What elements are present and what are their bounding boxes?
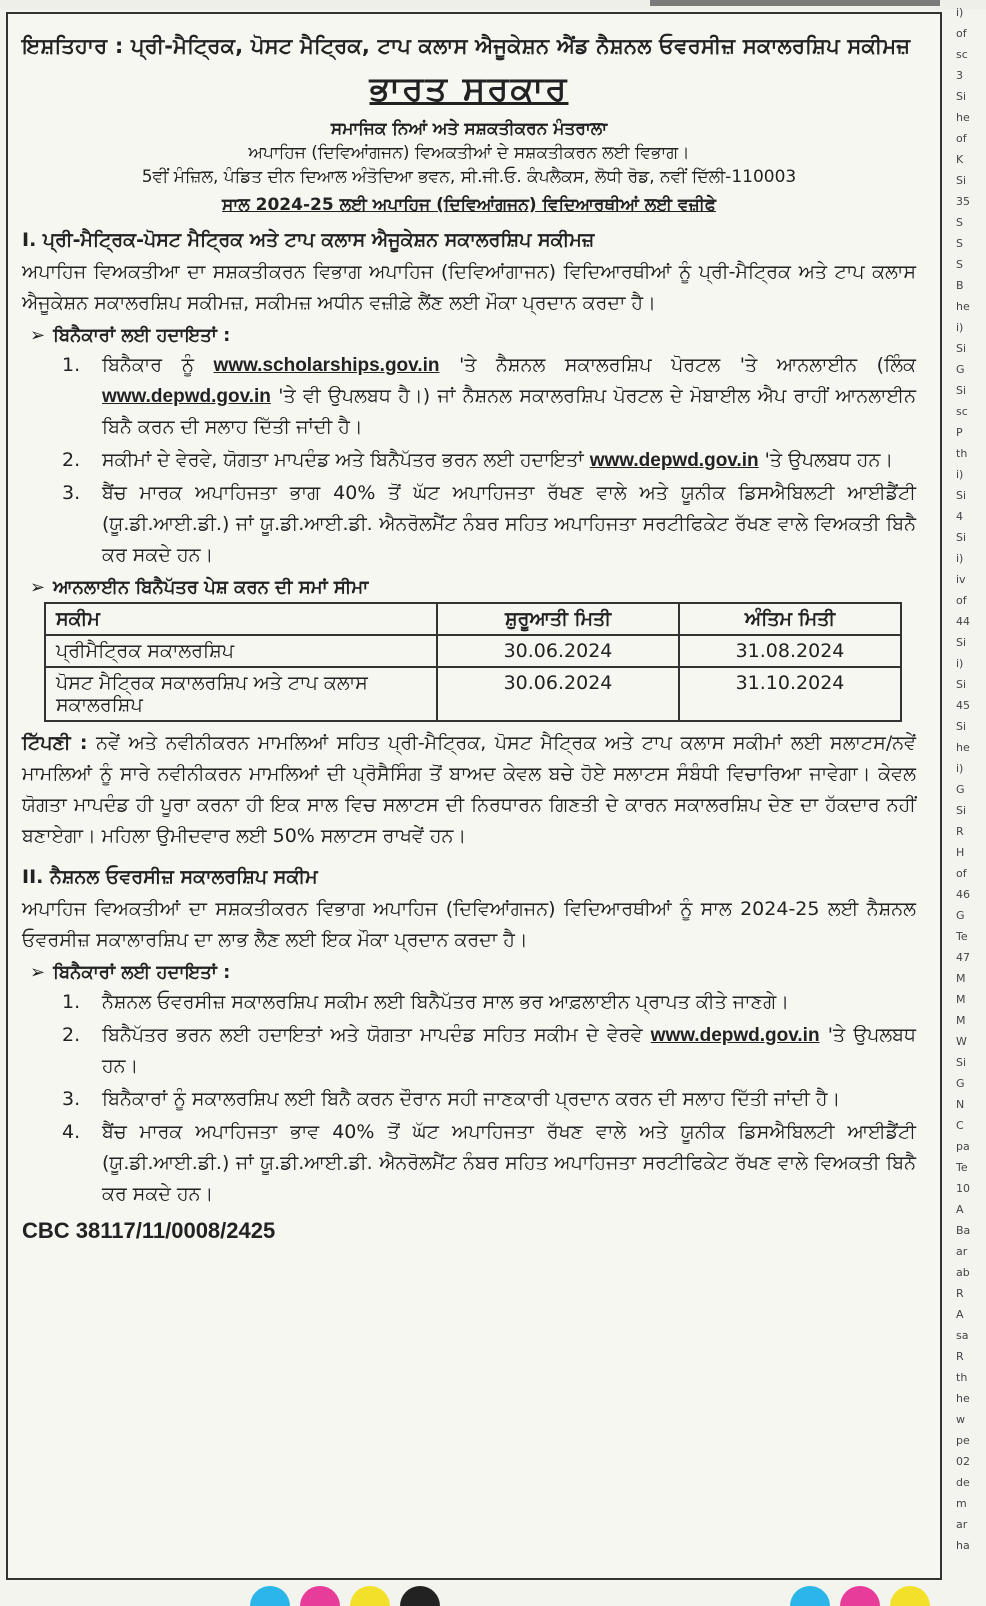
column-fragment: of (956, 27, 967, 40)
section1-intro: ਅਪਾਹਿਜ ਵਿਅਕਤੀਆ ਦਾ ਸਸ਼ਕਤੀਕਰਨ ਵਿਭਾਗ ਅਪਾਹਿਜ (ਦਿਵਿਆਂਗਾਜਨ) ਵਿਦਿਆਰਥੀਆਂ ਨੂੰ ਪ੍ਰੀ-ਮੈਟ੍ਰਿਕ ਅਤੇ ਟਾਪ ਕਲਾਸ ਐਜੂਕੇਸ਼ਨ ਸਕਾਲਰਸ਼ਿਪ ਸਕੀਮਜ਼, ਸਕੀਮਜ਼ ਅਧੀਨ ਵਜ਼ੀਫ਼ੇ ਲੈਂਣ ਲਈ ਮੌਕਾ ਪ੍ਰਦਾਨ ਕਰਦਾ ਹੈ। (22, 261, 916, 314)
column-fragment: Si (956, 720, 967, 733)
column-fragment: N (956, 1098, 965, 1111)
item-number: 1. (62, 354, 81, 376)
list-item (22, 1117, 916, 1210)
column-fragment: W (956, 1035, 967, 1048)
column-header: ਸ਼ੁਰੂਆਤੀ ਮਿਤੀ (437, 603, 679, 635)
section1-title: I. ਪ੍ਰੀ-ਮੈਟ੍ਰਿਕ-ਪੋਸਟ ਮੈਟ੍ਰਿਕ ਅਤੇ ਟਾਪ ਕਲਾਸ ਐਜੂਕੇਸ਼ਨ ਸਕਾਲਰਸ਼ਿਪ ਸਕੀਮਜ਼ (22, 229, 595, 251)
section2-intro: ਅਪਾਹਿਜ ਵਿਅਕਤੀਆਂ ਦਾ ਸਸ਼ਕਤੀਕਰਨ ਵਿਭਾਗ ਅਪਾਹਿਜ (ਦਿਵਿਆਂਗਜਨ) ਵਿਦਿਆਰਥੀਆਂ ਨੂੰ ਸਾਲ 2024-25 ਲਈ ਨੈਸ਼ਨਲ ਓਵਰਸੀਜ਼ ਸਕਾਲਾਰਸ਼ਿਪ ਦਾ ਲਾਭ ਲੈਣ ਲਈ ਇਕ ਮੌਕਾ ਪ੍ਰਦਾਨ ਕਰਦਾ ਹੈ। (22, 898, 916, 951)
column-fragment: M (956, 1014, 966, 1027)
list-item (22, 478, 916, 571)
top-edge-print-bar (650, 0, 940, 6)
item-text: ਸਕੀਮਾਂ ਦੇ ਵੇਰਵੇ, ਯੋਗਤਾ ਮਾਪਦੰਡ ਅਤੇ ਬਿਨੈਪੱਤਰ ਭਰਨ ਲਈ ਹਦਾਇਤਾਂ www.depwd.gov.in 'ਤੇ ਉਪਲਬਧ ਹਨ। (102, 449, 894, 471)
item-number: 3. (62, 482, 81, 504)
column-fragment: ar (956, 1245, 968, 1258)
list-item (22, 350, 916, 443)
table-cell: 30.06.2024 (437, 667, 679, 721)
column-fragment: he (956, 741, 970, 754)
column-fragment: pe (956, 1434, 970, 1447)
column-fragment: R (956, 825, 964, 838)
note-label: ਟਿੱਪਣੀ : (22, 732, 88, 754)
column-fragment: C (956, 1119, 964, 1132)
column-fragment: G (956, 783, 965, 796)
item-number: 2. (62, 1024, 81, 1046)
column-fragment: Ba (956, 1224, 971, 1237)
column-fragment: Si (956, 174, 967, 187)
column-header: ਅੰਤਿਮ ਮਿਤੀ (679, 603, 901, 635)
item-text: ਬੈਂਚ ਮਾਰਕ ਅਪਾਹਿਜਤਾ ਭਾਗ 40% ਤੋਂ ਘੱਟ ਅਪਾਹਿਜਤਾ ਰੱਖਣ ਵਾਲੇ ਅਤੇ ਯੂਨੀਕ ਡਿਸਐਬਿਲਟੀ ਆਈਡੈਂਟੀ (ਯੂ.ਡੀ.ਆਈ.ਡੀ.) ਜਾਂ ਯੂ.ਡੀ.ਆਈ.ਡੀ. ਐਨਰੋਲਮੈਂਟ ਨੰਬਰ ਸਹਿਤ ਅਪਾਹਿਜਤਾ ਸਰਟੀਫਿਕੇਟ ਰੱਖਣ ਵਾਲੇ ਵਿਅਕਤੀ ਬਿਨੈ ਕਰ ਸਕਦੇ ਹਨ। (102, 482, 916, 566)
column-fragment: de (956, 1476, 970, 1489)
arrow-icon: ➢ (30, 325, 46, 346)
column-fragment: i) (956, 657, 964, 670)
table-row (45, 635, 901, 667)
column-fragment: 4 (956, 510, 963, 523)
column-fragment: 35 (956, 195, 970, 208)
magenta-mark (840, 1586, 880, 1606)
timeline-heading (30, 577, 916, 598)
column-fragment: R (956, 1287, 964, 1300)
cbc-code: CBC 38117/11/0008/2425 (22, 1218, 276, 1243)
column-fragment: he (956, 1392, 970, 1405)
column-fragment: M (956, 993, 966, 1006)
column-fragment: Si (956, 90, 967, 103)
table-cell: 30.06.2024 (437, 635, 679, 667)
column-fragment: G (956, 909, 965, 922)
column-fragment: S (956, 258, 963, 271)
yellow-mark (350, 1586, 390, 1606)
item-number: 2. (62, 449, 81, 471)
government-title: ਭਾਰਤ ਸਰਕਾਰ (369, 69, 569, 109)
column-fragment: sc (956, 405, 968, 418)
advertisement-box (6, 12, 942, 1580)
column-fragment: 10 (956, 1182, 970, 1195)
depwd-link[interactable]: www.depwd.gov.in (102, 386, 271, 407)
ministry-name: ਸਮਾਜਿਕ ਨਿਆਂ ਅਤੇ ਸਸ਼ਕਤੀਕਰਨ ਮੰਤਰਾਲਾ (330, 119, 608, 139)
item-number: 1. (62, 991, 81, 1013)
schedule-table (44, 602, 902, 722)
section1-instructions-list (22, 350, 916, 571)
cyan-mark (250, 1586, 290, 1606)
column-fragment: 46 (956, 888, 970, 901)
black-mark (400, 1586, 440, 1606)
column-fragment: A (956, 1308, 964, 1321)
column-fragment: i) (956, 762, 964, 775)
column-fragment: 45 (956, 699, 970, 712)
column-fragment: K (956, 153, 964, 166)
arrow-icon: ➢ (30, 962, 46, 983)
column-fragment: ha (956, 1539, 970, 1552)
section2-instructions-list (22, 987, 916, 1210)
list-item (22, 445, 916, 476)
column-fragment: M (956, 972, 966, 985)
column-fragment: ar (956, 1518, 968, 1531)
column-fragment: sc (956, 48, 968, 61)
yellow-mark (890, 1586, 930, 1606)
column-fragment: sa (956, 1329, 969, 1342)
list-item (22, 987, 916, 1018)
section2-title: II. ਨੈਸ਼ਨਲ ਓਵਰਸੀਜ਼ ਸਕਾਲਰਸ਼ਿਪ ਸਕੀਮ (22, 866, 318, 888)
column-fragment: R (956, 1350, 964, 1363)
item-text: ਬਿਨੈਪੱਤਰ ਭਰਨ ਲਈ ਹਦਾਇਤਾਂ ਅਤੇ ਯੋਗਤਾ ਮਾਪਦੰਡ ਸਹਿਤ ਸਕੀਮ ਦੇ ਵੇਰਵੇ www.depwd.gov.in 'ਤੇ ਉਪਲਬਧ ਹਨ। (102, 1024, 916, 1077)
item-text: ਬਿਨੈਕਾਰ ਨੂੰ www.scholarships.gov.in 'ਤੇ ਨੈਸ਼ਨਲ ਸਕਾਲਰਸ਼ਿਪ ਪੋਰਟਲ 'ਤੇ ਆਨਲਾਈਨ (ਲਿੰਕ www.depwd.gov.in 'ਤੇ ਵੀ ਉਪਲਬਧ ਹੈ।) ਜਾਂ ਨੈਸ਼ਨਲ ਸਕਾਲਰਸ਼ਿਪ ਪੋਰਟਲ ਦੇ ਮੋਬਾਈਲ ਐਪ ਰਾਹੀਂ ਆਨਲਾਈਨ ਬਿਨੈ ਕਰਨ ਦੀ ਸਲਾਹ ਦਿੱਤੀ ਜਾਂਦੀ ਹੈ। (102, 354, 916, 438)
section1-instructions-heading (30, 325, 916, 346)
depwd-link[interactable]: www.depwd.gov.in (650, 1025, 820, 1046)
print-registration-marks (230, 1586, 950, 1599)
column-fragment: th (956, 1371, 968, 1384)
item-text: ਨੈਸ਼ਨਲ ਓਵਰਸੀਜ਼ ਸਕਾਲਰਸ਼ਿਪ ਸਕੀਮ ਲਈ ਬਿਨੈਪੱਤਰ ਸਾਲ ਭਰ ਆਫ਼ਲਾਈਨ ਪ੍ਰਾਪਤ ਕੀਤੇ ਜਾਣਗੇ। (102, 991, 790, 1013)
column-fragment: A (956, 1203, 964, 1216)
adjacent-column-fragment (952, 0, 986, 1599)
column-fragment: G (956, 1077, 965, 1090)
table-header-row (45, 603, 901, 635)
column-fragment: m (956, 1497, 967, 1510)
table-cell: ਪ੍ਰੀਮੈਟ੍ਰਿਕ ਸਕਾਲਰਸ਼ਿਪ (45, 635, 437, 667)
column-fragment: he (956, 300, 970, 313)
column-fragment: pa (956, 1140, 970, 1153)
column-fragment: H (956, 846, 965, 859)
item-text: ਬਿਨੈਕਾਰਾਂ ਨੂੰ ਸਕਾਲਰਸ਼ਿਪ ਲਈ ਬਿਨੈ ਕਰਨ ਦੌਰਾਨ ਸਹੀ ਜਾਣਕਾਰੀ ਪ੍ਰਦਾਨ ਕਰਨ ਦੀ ਸਲਾਹ ਦਿੱਤੀ ਜਾਂਦੀ ਹੈ। (102, 1088, 841, 1110)
column-fragment: S (956, 237, 963, 250)
column-fragment: he (956, 111, 970, 124)
table-row (45, 667, 901, 721)
depwd-link[interactable]: www.depwd.gov.in (589, 450, 759, 471)
column-fragment: 47 (956, 951, 970, 964)
column-fragment: S (956, 216, 963, 229)
note-paragraph (22, 728, 916, 852)
item-number: 4. (62, 1121, 81, 1143)
column-fragment: ab (956, 1266, 970, 1279)
item-text: ਬੈਂਚ ਮਾਰਕ ਅਪਾਹਿਜਤਾ ਭਾਵ 40% ਤੋਂ ਘੱਟ ਅਪਾਹਿਜਤਾ ਰੱਖਣ ਵਾਲੇ ਅਤੇ ਯੂਨੀਕ ਡਿਸਐਬਿਲਟੀ ਆਈਡੈਂਟੀ (ਯੂ.ਡੀ.ਆਈ.ਡੀ.) ਜਾਂ ਯੂ.ਡੀ.ਆਈ.ਡੀ. ਐਨਰੋਲਮੈਂਟ ਨੰਬਰ ਸਹਿਤ ਅਪਾਹਿਜਤਾ ਸਰਟੀਫਿਕੇਟ ਰੱਖਣ ਵਾਲੇ ਵਿਅਕਤੀ ਬਿਨੈ ਕਰ ਸਕਦੇ ਹਨ। (102, 1121, 916, 1205)
column-fragment: of (956, 594, 967, 607)
column-fragment: i) (956, 6, 964, 19)
year-line: ਸਾਲ 2024-25 ਲਈ ਅਪਾਹਿਜ (ਦਿਵਿਆਂਗਜਨ) ਵਿਦਿਆਰਥੀਆਂ ਲਈ ਵਜ਼ੀਫੇ (222, 195, 716, 215)
department-name: ਅਪਾਹਿਜ (ਦਿਵਿਆਂਗਜਨ) ਵਿਅਕਤੀਆਂ ਦੇ ਸਸ਼ਕਤੀਕਰਨ ਲਈ ਵਿਭਾਗ। (248, 143, 690, 163)
column-fragment: i) (956, 321, 964, 334)
column-fragment: th (956, 447, 968, 460)
column-fragment: w (956, 1413, 965, 1426)
column-fragment: B (956, 279, 964, 292)
column-fragment: G (956, 363, 965, 376)
column-fragment: iv (956, 573, 966, 586)
list-item (22, 1020, 916, 1082)
timeline-label: ਆਨਲਾਈਨ ਬਿਨੈਪੱਤਰ ਪੇਸ਼ ਕਰਨ ਦੀ ਸਮਾਂ ਸੀਮਾ (53, 577, 369, 598)
column-header: ਸਕੀਮ (45, 603, 437, 635)
section1-instructions-label: ਬਿਨੈਕਾਰਾਂ ਲਈ ਹਦਾਇਤਾਂ : (53, 325, 231, 346)
column-fragment: 02 (956, 1455, 970, 1468)
column-fragment: of (956, 132, 967, 145)
column-fragment: P (956, 426, 963, 439)
column-fragment: Si (956, 384, 967, 397)
column-fragment: 44 (956, 615, 970, 628)
column-fragment: i) (956, 468, 964, 481)
top-edge-strip (0, 0, 986, 10)
ad-headline: ਇਸ਼ਤਿਹਾਰ : ਪ੍ਰੀ-ਮੈਟ੍ਰਿਕ, ਪੋਸਟ ਮੈਟ੍ਰਿਕ, ਟਾਪ ਕਲਾਸ ਐਜੂਕੇਸ਼ਨ ਐਂਡ ਨੈਸ਼ਨਲ ਓਵਰਸੀਜ਼ ਸਕਾਲਰਸ਼ਿਪ ਸਕੀਮਜ਼ (22, 34, 911, 58)
column-fragment: Si (956, 804, 967, 817)
column-fragment: Si (956, 636, 967, 649)
column-fragment: Si (956, 531, 967, 544)
table-cell: ਪੋਸਟ ਮੈਟ੍ਰਿਕ ਸਕਾਲਰਸ਼ਿਪ ਅਤੇ ਟਾਪ ਕਲਾਸ ਸਕਾਲਰਸ਼ਿਪ (45, 667, 437, 721)
section2-instructions-label: ਬਿਨੈਕਾਰਾਂ ਲਈ ਹਦਾਇਤਾਂ : (53, 962, 231, 983)
column-fragment: Si (956, 1056, 967, 1069)
column-fragment: Si (956, 678, 967, 691)
arrow-icon: ➢ (30, 577, 46, 598)
column-fragment: Si (956, 489, 967, 502)
table-cell: 31.10.2024 (679, 667, 901, 721)
column-fragment: 3 (956, 69, 963, 82)
scholarships-link[interactable]: www.scholarships.gov.in (213, 355, 440, 376)
column-fragment: Te (956, 930, 968, 943)
cyan-mark (790, 1586, 830, 1606)
item-number: 3. (62, 1088, 81, 1110)
table-cell: 31.08.2024 (679, 635, 901, 667)
section2-instructions-heading (30, 962, 916, 983)
department-address: 5ਵੀਂ ਮੰਜ਼ਿਲ, ਪੰਡਿਤ ਦੀਨ ਦਿਆਲ ਅੰਤੋਦਿਆ ਭਵਨ, ਸੀ.ਜੀ.ਓ. ਕੰਪਲੈਕਸ, ਲੋਧੀ ਰੋਡ, ਨਵੀਂ ਦਿੱਲੀ-110003 (141, 167, 797, 187)
note-text: ਨਵੇਂ ਅਤੇ ਨਵੀਨੀਕਰਨ ਮਾਮਲਿਆਂ ਸਹਿਤ ਪ੍ਰੀ-ਮੈਟ੍ਰਿਕ, ਪੋਸਟ ਮੈਟ੍ਰਿਕ ਅਤੇ ਟਾਪ ਕਲਾਸ ਸਕੀਮਾਂ ਲਈ ਸਲਾਟਸ/ਨਵੇਂ ਮਾਮਲਿਆਂ ਨੂੰ ਸਾਰੇ ਨਵੀਨੀਕਰਨ ਮਾਮਲਿਆਂ ਦੀ ਪ੍ਰੋਸੈਸਿੰਗ ਤੋਂ ਬਾਅਦ ਕੇਵਲ ਬਚੇ ਹੋਏ ਸਲਾਟਸ ਸੰਬੰਧੀ ਵਿਚਾਰਿਆ ਜਾਵੇਗਾ। ਕੇਵਲ ਯੋਗਤਾ ਮਾਪਦੰਡ ਹੀ ਪੂਰਾ ਕਰਨਾ ਹੀ ਇਕ ਸਾਲ ਵਿਚ ਸਲਾਟਸ ਦੀ ਨਿਰਧਾਰਨ ਗਿਣਤੀ ਦੇ ਕਾਰਨ ਸਕਾਲਰਸ਼ਿਪ ਦੇਣ ਦਾ ਹੱਕਦਾਰ ਨਹੀਂ ਬਣਾਏਗਾ। ਮਹਿਲਾ ਉਮੀਦਵਾਰ ਲਈ 50% ਸਲਾਟਸ ਰਾਖਵੇਂ ਹਨ। (22, 732, 916, 847)
column-fragment: of (956, 867, 967, 880)
column-fragment: i) (956, 552, 964, 565)
list-item (22, 1084, 916, 1115)
column-fragment: Si (956, 342, 967, 355)
magenta-mark (300, 1586, 340, 1606)
column-fragment: Te (956, 1161, 968, 1174)
